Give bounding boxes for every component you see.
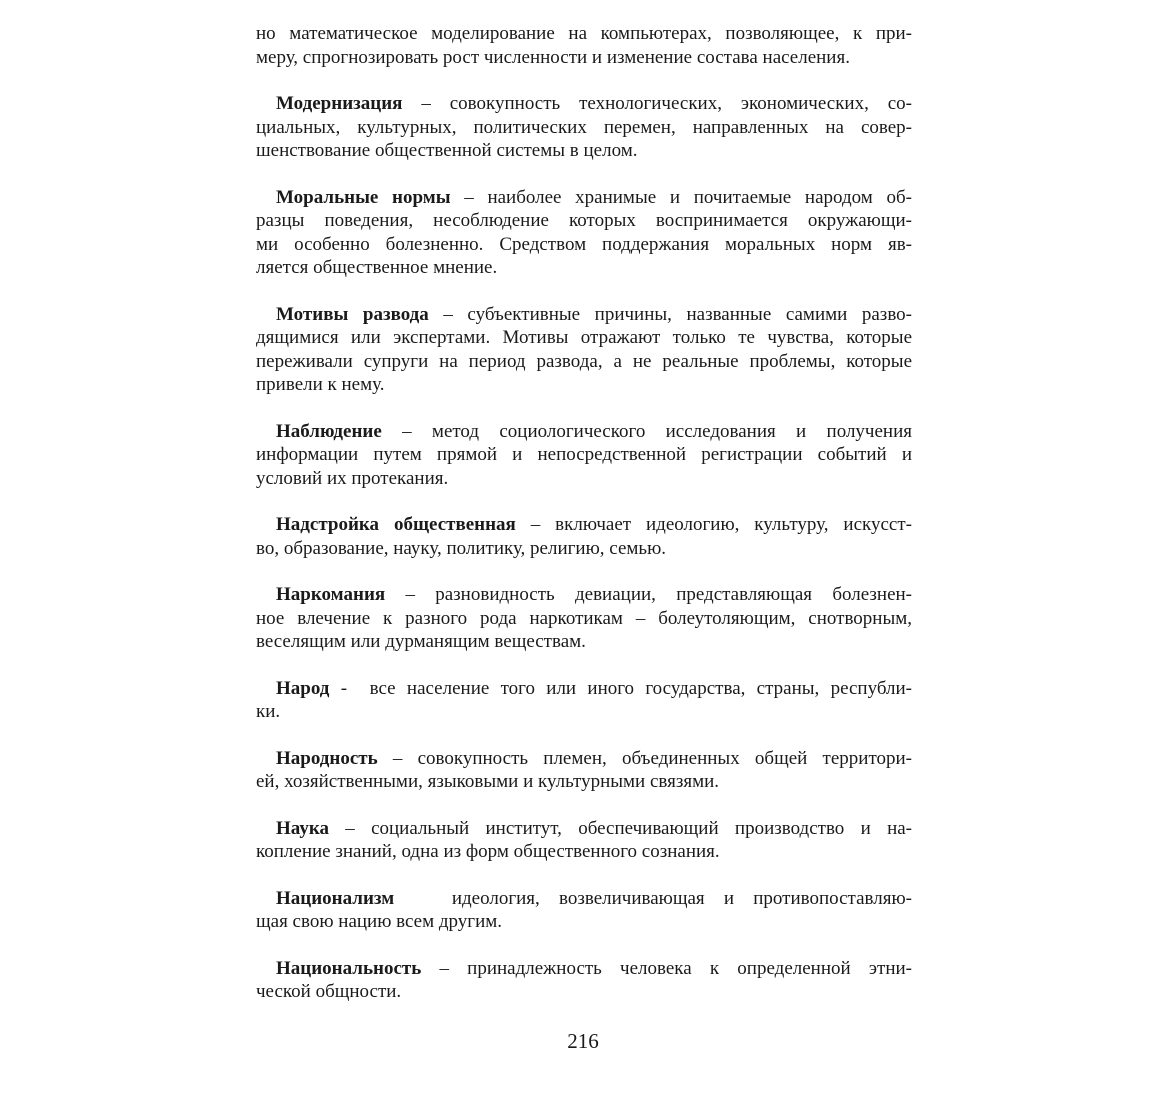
entry-definition-start: – совокупность племен, объединенных общей территори- — [377, 747, 912, 769]
document-page — [256, 22, 912, 1004]
entry-definition-line: привели к нему. — [256, 374, 385, 395]
entry-first-line — [256, 817, 912, 841]
entry-definition-line: разцы поведения, несоблюдение которых воспринимается окружающи- — [256, 210, 912, 231]
entry-first-line — [256, 303, 912, 327]
entry-definition-start: – включает идеологию, культуру, искусст- — [515, 514, 912, 535]
glossary-entry — [256, 513, 912, 560]
entry-definition-line: ляется общественное мнение. — [256, 257, 498, 278]
text-line: но математическое моделирование на компьютерах, позволяющее, к при- — [256, 23, 912, 44]
entry-term: Наблюдение — [276, 420, 382, 442]
glossary-entry — [256, 92, 912, 163]
entry-term: Национальность — [276, 957, 422, 979]
entry-definition-line: ки. — [256, 701, 281, 722]
entry-definition-line: ное влечение к разного рода наркотикам – болеутоляющим, снотворным, — [256, 607, 912, 629]
entry-definition-start: - все население того или иного государства, страны, республи- — [329, 677, 912, 699]
entry-definition-start: – социальный институт, обеспечивающий производство и на- — [328, 817, 912, 839]
entry-definition-start: – совокупность технологических, экономических, со- — [402, 93, 912, 114]
glossary-entry — [256, 186, 912, 280]
entry-first-line — [256, 957, 912, 981]
entry-definition-line: щая свою нацию всем другим. — [256, 911, 503, 932]
entry-definition-start: – метод социологического исследования и получения — [381, 420, 912, 442]
glossary-entry — [256, 957, 912, 1004]
entry-term: Наркомания — [276, 584, 386, 605]
entry-first-line — [256, 186, 912, 210]
entry-definition-start: – разновидность девиации, представляющая болезнен- — [385, 584, 912, 605]
glossary-entries — [256, 92, 912, 1004]
entry-definition-line: во, образование, науку, политику, религию, семью. — [256, 537, 667, 559]
glossary-entry — [256, 887, 912, 934]
entry-definition-line: веселящим или дурманящим веществам. — [256, 631, 586, 652]
entry-term: Наука — [276, 817, 329, 839]
glossary-entry — [256, 677, 912, 724]
entry-first-line — [256, 420, 912, 444]
page-number: 216 — [567, 1029, 599, 1053]
entry-definition-start: – принадлежность человека к определенной этни- — [421, 957, 912, 979]
entry-term: Надстройка общественная — [276, 514, 516, 535]
entry-definition-start: идеология, возвеличивающая и противопоставляю- — [394, 887, 912, 909]
entry-first-line — [256, 513, 912, 537]
glossary-entry — [256, 420, 912, 491]
entry-term: Модернизация — [276, 93, 403, 114]
entry-definition-line: дящимися или экспертами. Мотивы отражают только те чувства, которые — [256, 327, 912, 348]
entry-first-line — [256, 677, 912, 701]
continuation-paragraph — [256, 22, 912, 69]
entry-term: Народность — [276, 747, 378, 769]
entry-first-line — [256, 92, 912, 116]
entry-term: Мотивы развода — [276, 303, 429, 325]
entry-definition-line: условий их протекания. — [256, 467, 449, 489]
entry-first-line — [256, 887, 912, 911]
entry-term: Национализм — [276, 887, 395, 909]
entry-term: Народ — [276, 677, 330, 699]
entry-definition-start: – субъективные причины, названные самими разво- — [428, 303, 912, 325]
entry-definition-line: ми особенно болезненно. Средством поддержания моральных норм яв- — [256, 233, 912, 255]
entry-term: Моральные нормы — [276, 186, 451, 208]
glossary-entry — [256, 303, 912, 397]
glossary-entry — [256, 747, 912, 794]
entry-definition-line: шенствование общественной системы в целом. — [256, 140, 638, 161]
entry-definition-line: ческой общности. — [256, 981, 402, 1002]
entry-definition-line: информации путем прямой и непосредственной регистрации событий и — [256, 444, 912, 465]
entry-definition-line: копление знаний, одна из форм общественного сознания. — [256, 841, 720, 862]
text-line: меру, спрогнозировать рост численности и изменение состава населения. — [256, 46, 850, 68]
entry-definition-start: – наиболее хранимые и почитаемые народом об- — [450, 186, 913, 208]
entry-definition-line: циальных, культурных, политических перемен, направленных на совер- — [256, 116, 912, 138]
glossary-entry — [256, 583, 912, 654]
glossary-entry — [256, 817, 912, 864]
entry-first-line — [256, 747, 912, 771]
entry-definition-line: ей, хозяйственными, языковыми и культурными связями. — [256, 771, 720, 792]
entry-definition-line: переживали супруги на период развода, а не реальные проблемы, которые — [256, 350, 912, 372]
entry-first-line — [256, 583, 912, 607]
